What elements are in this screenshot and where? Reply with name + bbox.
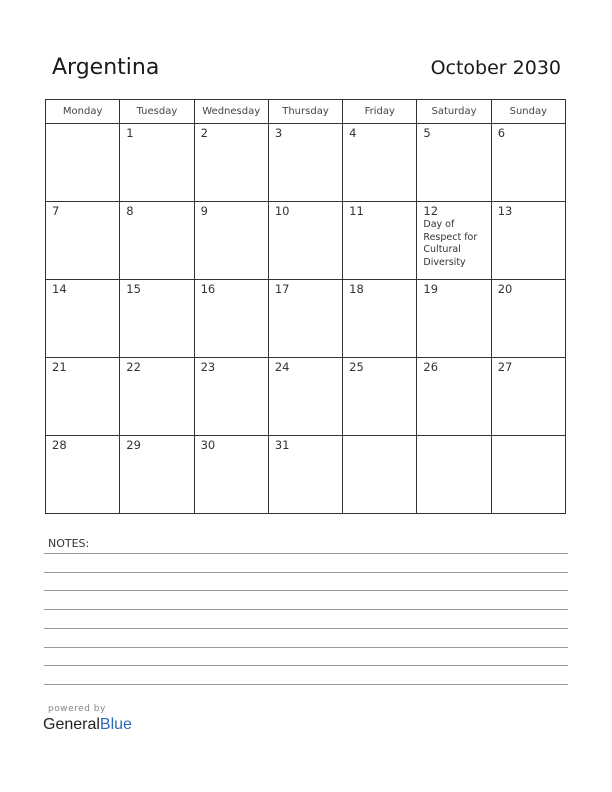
calendar-body: [46, 124, 566, 514]
day-number: 29: [126, 438, 141, 452]
day-number: 12: [423, 204, 439, 218]
day-cell: [417, 436, 491, 514]
day-number: 3: [274, 126, 283, 140]
weekday-monday: Monday: [46, 100, 120, 124]
day-number: 8: [126, 204, 134, 218]
day-cell: [343, 280, 417, 358]
weekday-tuesday: Tuesday: [120, 100, 194, 124]
day-cell: [268, 280, 342, 358]
brand-general: General: [43, 716, 100, 733]
day-number: 10: [274, 204, 290, 218]
day-number: 4: [349, 126, 357, 140]
note-line: [44, 628, 568, 629]
day-number: 5: [423, 126, 431, 140]
day-cell: [491, 436, 565, 514]
day-cell: [120, 280, 194, 358]
day-cell: [46, 436, 120, 514]
week-row: [46, 436, 566, 514]
notes-label: NOTES:: [48, 537, 90, 550]
day-number: 21: [52, 360, 67, 374]
week-row: [46, 202, 566, 280]
day-cell: [268, 436, 342, 514]
day-cell: [268, 202, 342, 280]
day-cell: [46, 358, 120, 436]
powered-by-text: powered by: [48, 704, 106, 714]
day-cell: [417, 124, 491, 202]
day-number: 7: [52, 204, 60, 218]
note-line: [44, 553, 568, 554]
note-line: [44, 647, 568, 648]
weekday-thursday: Thursday: [268, 100, 342, 124]
day-cell: [194, 358, 268, 436]
weekday-friday: Friday: [343, 100, 417, 124]
day-cell: [120, 124, 194, 202]
day-number: 15: [126, 282, 141, 296]
day-cell: [268, 124, 342, 202]
day-number: 23: [200, 360, 216, 374]
day-number: 13: [497, 204, 513, 218]
day-cell: [268, 358, 342, 436]
day-cell: [343, 358, 417, 436]
day-cell: [120, 202, 194, 280]
day-number: 19: [423, 282, 439, 296]
day-number: 11: [349, 204, 364, 218]
day-cell: [417, 280, 491, 358]
day-cell: [46, 202, 120, 280]
holiday-label: Day of Respect for Cultural Diversity: [423, 219, 478, 268]
day-number: 1: [126, 126, 134, 140]
brand-blue: Blue: [99, 716, 132, 733]
note-line: [44, 572, 568, 573]
day-number: 20: [497, 282, 513, 296]
day-cell: [120, 358, 194, 436]
day-cell: [46, 124, 120, 202]
day-cell: [120, 436, 194, 514]
note-line: [44, 590, 568, 591]
note-line: [44, 665, 568, 666]
day-cell: [194, 124, 268, 202]
day-cell: [194, 280, 268, 358]
day-number: 24: [274, 360, 290, 374]
note-line: [44, 684, 568, 685]
day-number: 6: [497, 126, 506, 140]
note-line: [44, 609, 568, 610]
day-cell: [194, 202, 268, 280]
country-title: Argentina: [52, 55, 160, 80]
day-cell: [417, 202, 491, 280]
day-number: 18: [349, 282, 364, 296]
day-cell: [491, 280, 565, 358]
day-number: 28: [52, 438, 67, 452]
day-number: 25: [349, 360, 364, 374]
day-number: 17: [274, 282, 290, 296]
day-cell: [491, 124, 565, 202]
week-row: [46, 124, 566, 202]
day-cell: [343, 436, 417, 514]
day-cell: [491, 358, 565, 436]
day-number: 31: [274, 438, 290, 452]
day-number: 26: [423, 360, 439, 374]
day-cell: [491, 202, 565, 280]
day-number: 2: [200, 126, 208, 140]
day-cell: [194, 436, 268, 514]
day-number: 22: [126, 360, 141, 374]
weekday-sunday: Sunday: [491, 100, 565, 124]
weekday-wednesday: Wednesday: [194, 100, 268, 124]
brand-logo: [43, 716, 132, 734]
day-cell: [343, 124, 417, 202]
day-number: 16: [200, 282, 216, 296]
month-year-title: October 2030: [430, 57, 561, 79]
day-cell: [417, 358, 491, 436]
week-row: [46, 280, 566, 358]
weekday-saturday: Saturday: [417, 100, 491, 124]
week-row: [46, 358, 566, 436]
day-number: 27: [497, 360, 513, 374]
calendar-grid: [45, 99, 566, 514]
day-number: 9: [200, 204, 208, 218]
day-number: 14: [52, 282, 67, 296]
day-cell: [343, 202, 417, 280]
day-number: 30: [200, 438, 216, 452]
weekday-header-row: [46, 100, 566, 124]
day-cell: [46, 280, 120, 358]
